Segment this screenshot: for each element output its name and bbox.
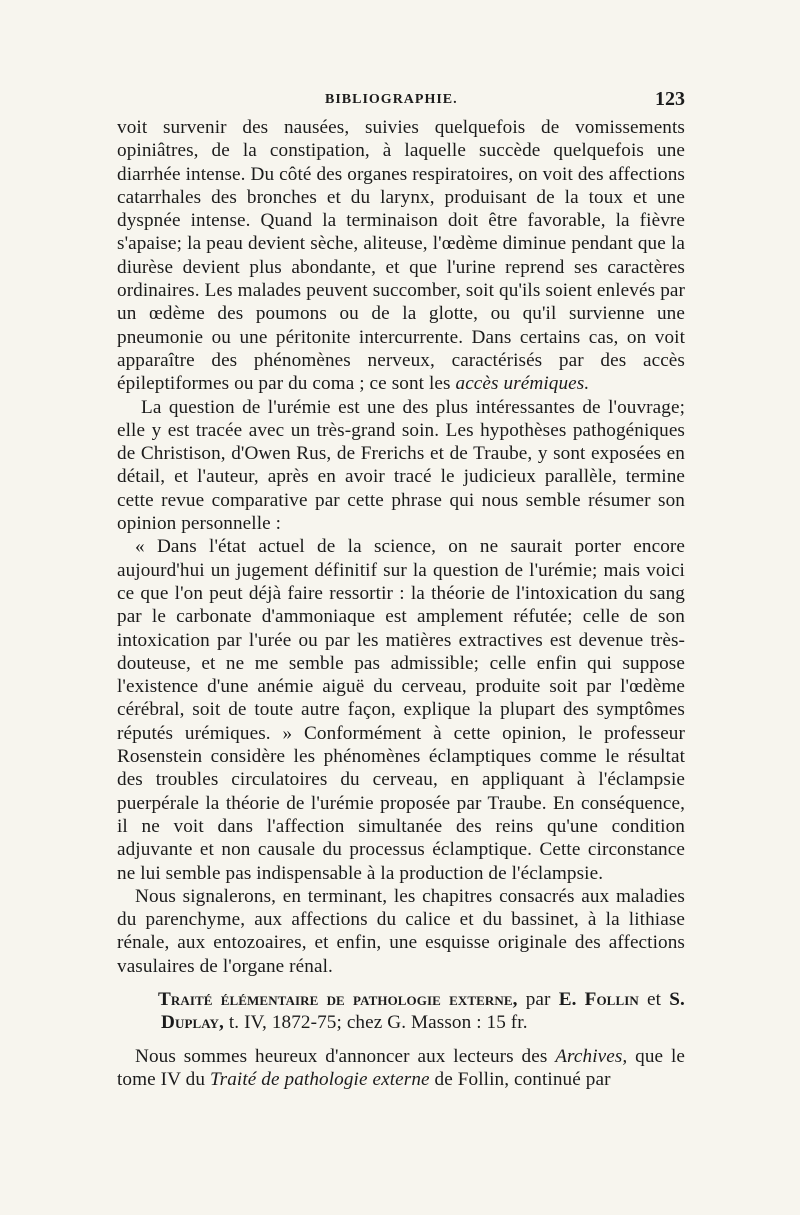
page-body	[117, 116, 685, 1091]
page-header	[117, 88, 685, 116]
bibliography-and: et	[647, 988, 662, 1010]
paragraph-2: La question de l'urémie est une des plus intéressantes de l'ouvrage; elle y est tracée avec un très-grand soin. Les hypothèses pathogéniques de Christison, d'Owen Rus, de Frerichs et de Traube, y sont exposées en détail, et l'auteur, après en avoir tracé le judicieux parallèle, termine cette revue comparative par cette phrase qui nous semble résumer son opinion personnelle :	[117, 396, 685, 535]
bibliography-author-1: E. Follin	[558, 988, 639, 1010]
paragraph-1	[117, 116, 685, 396]
final-italic-2: Traité de pathologie externe	[209, 1068, 430, 1090]
paragraph-3: « Dans l'état actuel de la science, on ne saurait porter encore aujourd'hui un jugement définitif sur la question de l'urémie; mais voici ce que l'on peut déjà faire ressortir : la théorie de l'intoxication du sang par le carbonate d'ammoniaque est amplement réfutée; celle de son intoxication par l'urée ou par les matières extractives est devenue très-douteuse, et ne me semble pas admissible; celle enfin qui suppose l'existence d'une anémie aiguë du cerveau, produite soit par l'œdème cérébral, soit de toute autre façon, explique la plupart des symptômes réputés urémiques. » Conformément à cette opinion, le professeur Rosenstein considère les phénomènes éclamptiques comme le résultat des troubles circulatoires du cerveau, en appliquant à l'éclampsie puerpérale la théorie de l'urémie proposée par Traube. En conséquence, il ne voit dans l'affection simultanée des reins qu'une condition adjuvante et non causale du processus éclamptique. Cette circonstance ne lui semble pas indispensable à la production de l'éclampsie.	[117, 536, 685, 884]
bibliography-details: t. IV, 1872-75; chez G. Masson : 15 fr.	[228, 1012, 528, 1034]
page	[117, 88, 685, 1091]
running-title: BIBLIOGRAPHIE.	[325, 92, 458, 107]
paragraph-final	[117, 1045, 685, 1092]
final-italic-1: Archives,	[555, 1045, 628, 1067]
bibliography-title: Traité élémentaire de pathologie externe,	[158, 988, 518, 1010]
page-number: 123	[655, 88, 685, 110]
bibliography-author-2: S. Duplay,	[161, 988, 685, 1034]
final-part-3: de Follin, continué par	[434, 1068, 611, 1090]
final-part-2: que le tome IV du	[117, 1045, 686, 1090]
paragraph-1-text: voit survenir des nausées, suivies quelquefois de vomissements opiniâtres, de la constipation, à laquelle succède quelquefois une diarrhée intense. Du côté des organes respiratoires, on voit des affections catarrhales des bronches et du larynx, produisant de la toux et une dyspnée intense. Quand la terminaison doit être favorable, la fièvre s'apaise; la peau devient sèche, aliteuse, l'œdème diminue pendant que la diurèse devient plus abondante, et que l'urine reprend ses caractères ordinaires. Les malades peuvent succomber, soit qu'ils soient enlevés par un œdème des poumons ou de la glotte, ou qu'il survienne une pneumonie ou une péritonite intercurrente. Dans certains cas, on voit apparaître des phénomènes nerveux, caractérisés par des accès épileptiformes ou par du coma ; ce sont les	[117, 117, 685, 395]
paragraph-4: Nous signalerons, en terminant, les chapitres consacrés aux maladies du parenchyme, aux affections du calice et du bassinet, à la lithiase rénale, aux entozoaires, et enfin, une esquisse originale des affections vasulaires de l'organe rénal.	[117, 885, 685, 977]
paragraph-1-italic: accès urémiques.	[455, 373, 590, 395]
final-part-1: Nous sommes heureux d'annoncer aux lecteurs des	[135, 1045, 548, 1067]
bibliography-by: par	[525, 988, 551, 1010]
bibliography-entry	[117, 988, 685, 1035]
